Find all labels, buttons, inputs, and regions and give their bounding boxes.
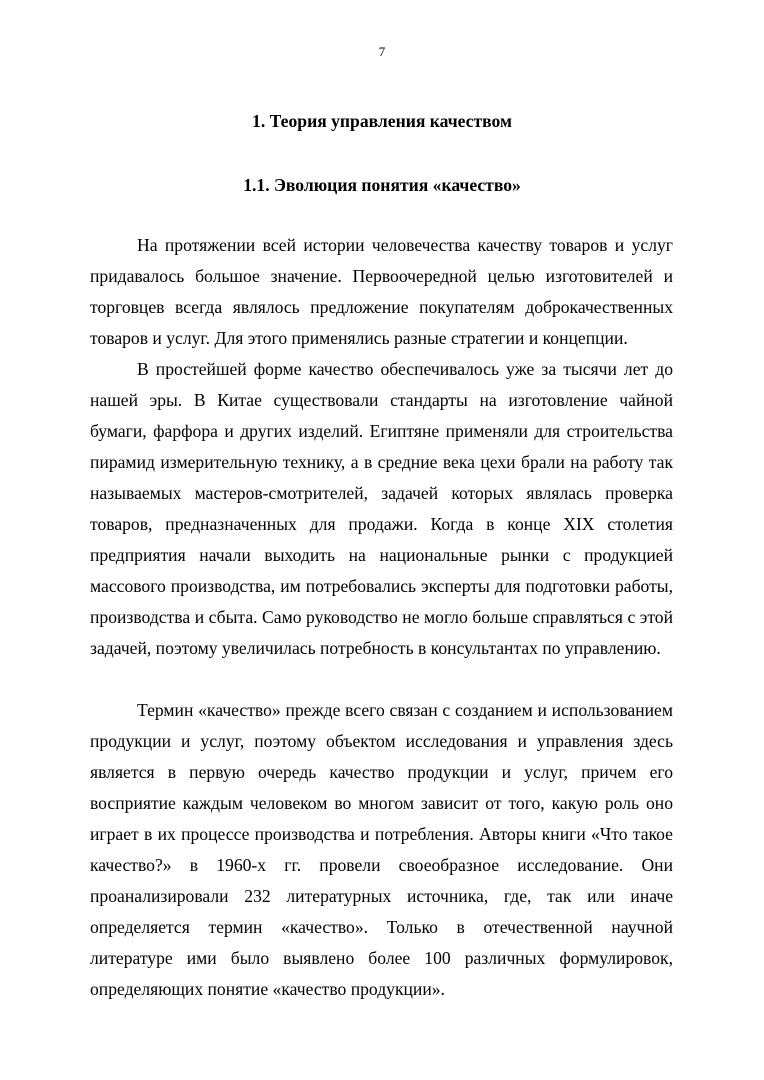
section-title: 1.1. Эволюция понятия «качество»	[243, 175, 521, 195]
paragraph-block-1	[90, 230, 673, 354]
paragraph-block-2	[90, 354, 673, 664]
paragraph: В простейшей форме качество обеспечивалось уже за тысячи лет до нашей эры. В Китае существовали стандарты на изготовление чайной бумаги, фарфора и других изделий. Египтяне применяли для строительства пирамид измерительную технику, а в средние века цехи брали на работу так называемых мастеров-смотрителей, задачей которых являлась проверка товаров, предназначенных для продажи. Когда в конце XIX столетия предприятия начали выходить на национальные рынки с продукцией массового производства, им потребовались эксперты для подготовки работы, производства и сбыта. Само руководство не могло больше справляться с этой задачей, поэтому увеличилась потребность в консультантах по управлению.	[90, 359, 673, 658]
paragraph: На протяжении всей истории человечества качеству товаров и услуг придавалось большое значение. Первоочередной целью изготовителей и торговцев всегда являлось предложение покупателям доброкачественных товаров и услуг. Для этого применялись разные стратегии и концепции.	[90, 235, 673, 348]
paragraph-block-3	[90, 695, 673, 1005]
paragraph: Термин «качество» прежде всего связан с созданием и использованием продукции и услуг, поэтому объектом исследования и управления здесь является в первую очередь качество продукции и услуг, причем его восприятие каждым человеком во многом зависит от того, какую роль оно играет в их процессе производства и потребления. Авторы книги «Что такое качество?» в 1960-х гг. провели своеобразное исследование. Они проанализировали 232 литературных источника, где, так или иначе определяется термин «качество». Только в отечественной научной литературе ими было выявлено более 100 различных формулировок, определяющих понятие «качество продукции».	[90, 700, 673, 999]
page-number: 7	[378, 44, 386, 59]
chapter-title: 1. Теория управления качеством	[252, 111, 512, 131]
